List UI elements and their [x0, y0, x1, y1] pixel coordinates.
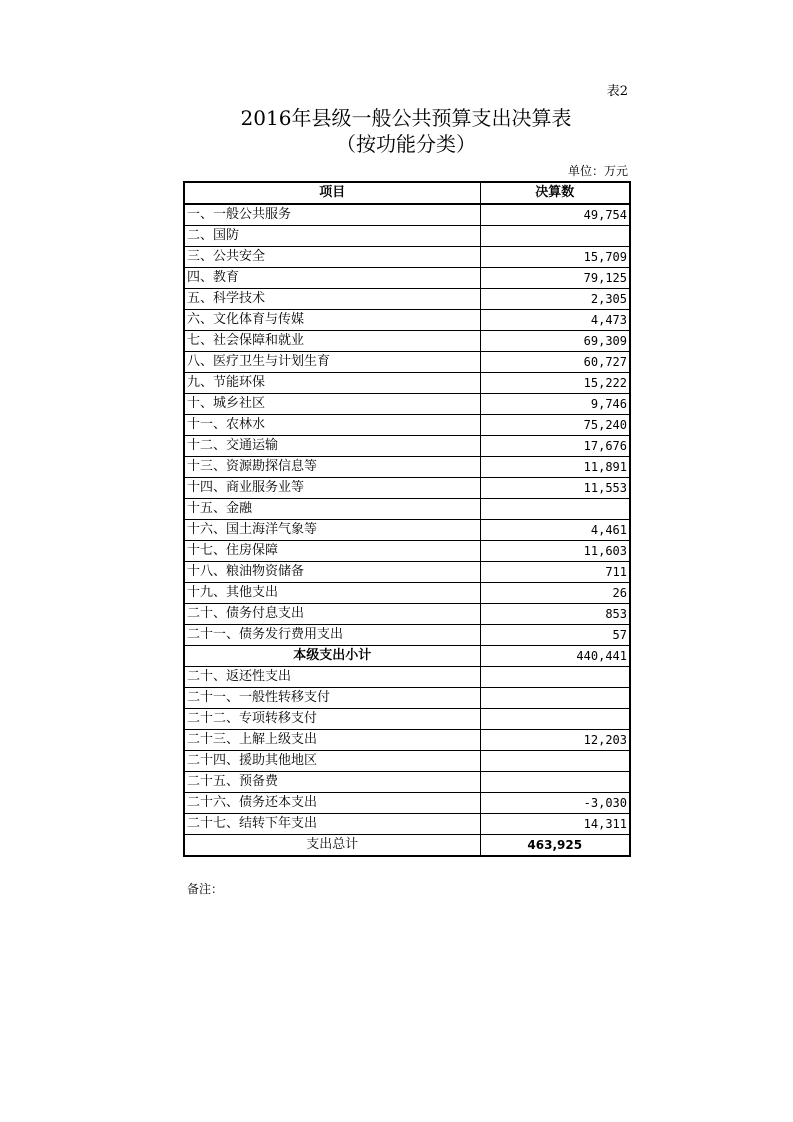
table-row [184, 688, 630, 709]
table-row [184, 541, 630, 562]
row-item: 二十六、债务还本支出 [184, 793, 480, 814]
row-item: 一、一般公共服务 [184, 204, 480, 226]
row-value: 440,441 [480, 646, 630, 667]
table-row [184, 226, 630, 247]
row-item: 二、国防 [184, 226, 480, 247]
row-value: 57 [480, 625, 630, 646]
table-row [184, 457, 630, 478]
table-row [184, 373, 630, 394]
row-value: 711 [480, 562, 630, 583]
unit-label: 单位：万元 [567, 164, 628, 178]
row-item: 二十三、上解上级支出 [184, 730, 480, 751]
row-item: 七、社会保障和就业 [184, 331, 480, 352]
table-row [184, 835, 630, 857]
row-value: 79,125 [480, 268, 630, 289]
row-item: 二十五、预备费 [184, 772, 480, 793]
table-row [184, 310, 630, 331]
table-row [184, 520, 630, 541]
row-item: 二十一、债务发行费用支出 [184, 625, 480, 646]
row-value: 4,461 [480, 520, 630, 541]
table-row [184, 814, 630, 835]
table-row [184, 709, 630, 730]
table-row [184, 751, 630, 772]
table-row [184, 415, 630, 436]
row-value: 15,709 [480, 247, 630, 268]
header-value: 决算数 [480, 182, 630, 204]
row-item: 二十七、结转下年支出 [184, 814, 480, 835]
row-value: 14,311 [480, 814, 630, 835]
row-item: 支出总计 [184, 835, 480, 857]
table-row [184, 436, 630, 457]
row-item: 十一、农林水 [184, 415, 480, 436]
row-item: 十、城乡社区 [184, 394, 480, 415]
row-value [480, 751, 630, 772]
row-value [480, 226, 630, 247]
row-item: 二十一、一般性转移支付 [184, 688, 480, 709]
table-row [184, 247, 630, 268]
row-item: 十六、国土海洋气象等 [184, 520, 480, 541]
table-row [184, 204, 630, 226]
row-item: 二十、返还性支出 [184, 667, 480, 688]
row-value: 69,309 [480, 331, 630, 352]
table-row [184, 478, 630, 499]
row-value: 853 [480, 604, 630, 625]
row-value: 26 [480, 583, 630, 604]
table-row [184, 268, 630, 289]
row-value: 17,676 [480, 436, 630, 457]
row-item: 十七、住房保障 [184, 541, 480, 562]
row-item: 八、医疗卫生与计划生育 [184, 352, 480, 373]
table-row [184, 562, 630, 583]
row-item: 十三、资源勘探信息等 [184, 457, 480, 478]
header-item: 项目 [184, 182, 480, 204]
row-value [480, 709, 630, 730]
row-value: 11,553 [480, 478, 630, 499]
row-item: 十五、金融 [184, 499, 480, 520]
row-item: 十二、交通运输 [184, 436, 480, 457]
table-row [184, 604, 630, 625]
row-value [480, 688, 630, 709]
row-value: 463,925 [480, 835, 630, 857]
row-value [480, 499, 630, 520]
row-value: 11,891 [480, 457, 630, 478]
row-value [480, 667, 630, 688]
row-value [480, 772, 630, 793]
row-value: 75,240 [480, 415, 630, 436]
row-value: 9,746 [480, 394, 630, 415]
row-item: 十八、粮油物资储备 [184, 562, 480, 583]
table-row [184, 772, 630, 793]
table-row [184, 730, 630, 751]
row-value: 15,222 [480, 373, 630, 394]
row-item: 三、公共安全 [184, 247, 480, 268]
row-value: 12,203 [480, 730, 630, 751]
row-item: 六、文化体育与传媒 [184, 310, 480, 331]
row-item: 二十二、专项转移支付 [184, 709, 480, 730]
row-value: 60,727 [480, 352, 630, 373]
table-row [184, 793, 630, 814]
row-item: 四、教育 [184, 268, 480, 289]
row-item: 十四、商业服务业等 [184, 478, 480, 499]
table-row [184, 667, 630, 688]
table-row [184, 352, 630, 373]
row-item: 五、科学技术 [184, 289, 480, 310]
page-subtitle: （按功能分类） [336, 132, 476, 156]
row-item: 九、节能环保 [184, 373, 480, 394]
row-item: 二十四、援助其他地区 [184, 751, 480, 772]
table-row [184, 583, 630, 604]
row-value: 2,305 [480, 289, 630, 310]
table-row [184, 646, 630, 667]
page-title: 2016年县级一般公共预算支出决算表 [240, 106, 572, 130]
budget-table [183, 181, 631, 857]
row-value: 11,603 [480, 541, 630, 562]
row-item: 十九、其他支出 [184, 583, 480, 604]
table-row [184, 625, 630, 646]
table-row [184, 289, 630, 310]
header-row [184, 182, 630, 204]
note: 备注： [187, 882, 224, 896]
row-item: 本级支出小计 [184, 646, 480, 667]
table-row [184, 394, 630, 415]
row-value: -3,030 [480, 793, 630, 814]
row-item: 二十、债务付息支出 [184, 604, 480, 625]
row-value: 4,473 [480, 310, 630, 331]
table-row [184, 331, 630, 352]
table-number: 表2 [606, 84, 628, 99]
row-value: 49,754 [480, 204, 630, 226]
table-row [184, 499, 630, 520]
